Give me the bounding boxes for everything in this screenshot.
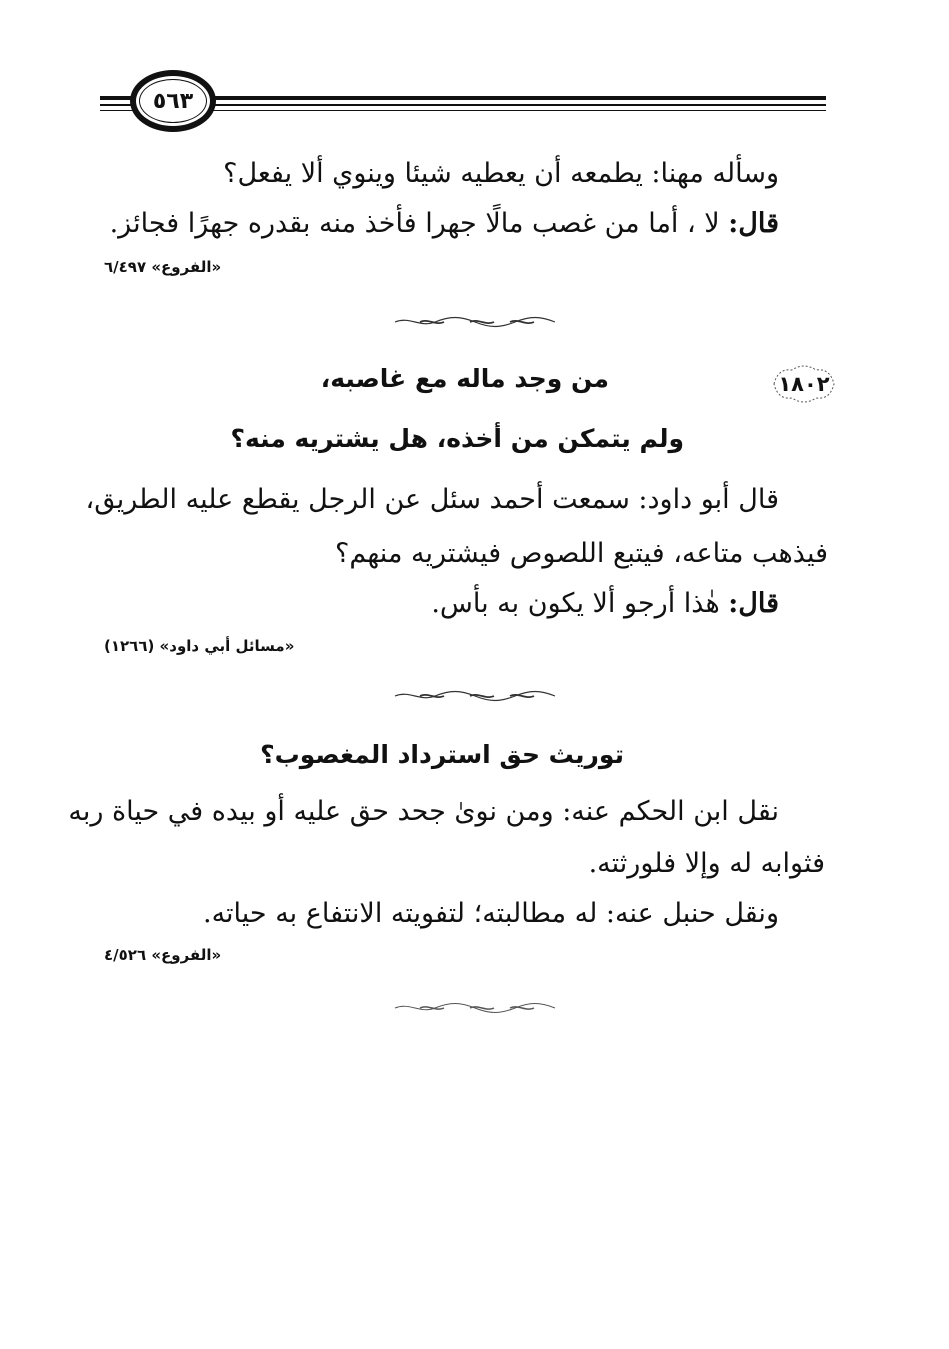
section2-para2 — [431, 588, 779, 620]
issue-number-badge — [768, 362, 840, 406]
issue-number: ١٨٠٢ — [778, 372, 830, 396]
section2-source: «مسائل أبي داود» (١٢٦٦) — [104, 637, 295, 655]
section1-said-label: قال: — [728, 208, 779, 239]
section1-line1: وسأله مهنا: يطمعه أن يعطيه شيئا وينوي ألا يفعل؟ — [223, 158, 779, 189]
section3-source: «الفروع» ٤/٥٢٦ — [104, 946, 222, 964]
page-number-badge — [130, 70, 216, 132]
section2-para1-line2: فيذهب متاعه، فيتبع اللصوص فيشتريه منهم؟ — [335, 538, 828, 569]
section3-para1-line2: فثوابه له وإلا فلورثته. — [588, 848, 825, 879]
ornament-divider-1 — [390, 316, 560, 328]
section2-said-label: قال: — [728, 588, 779, 619]
section2-said-text: هٰذا أرجو ألا يكون به بأس. — [431, 588, 729, 619]
section1-source: «الفروع» ٦/٤٩٧ — [104, 258, 222, 276]
section1-said-text: لا ، أما من غصب مالًا جهرا فأخذ منه بقدره جهرًا فجائز. — [109, 208, 729, 239]
ornament-divider-2 — [390, 690, 560, 702]
page-number: ٥٦٣ — [152, 88, 194, 114]
section3-title: توريث حق استرداد المغصوب؟ — [260, 740, 624, 769]
section1-line2 — [110, 208, 779, 240]
section3-para2: ونقل حنبل عنه: له مطالبته؛ لتفويته الانتفاع به حياته. — [202, 898, 779, 929]
section3-para1-line1: نقل ابن الحكم عنه: ومن نوىٰ جحد حق عليه أو بيده في حياة ربه — [68, 796, 779, 827]
section2-title-line1: من وجد ماله مع غاصبه، — [320, 364, 609, 393]
ornament-divider-3 — [390, 1002, 560, 1014]
section2-title-line2: ولم يتمكن من أخذه، هل يشتريه منه؟ — [230, 424, 684, 453]
section2-para1-line1: قال أبو داود: سمعت أحمد سئل عن الرجل يقطع عليه الطريق، — [85, 484, 779, 515]
